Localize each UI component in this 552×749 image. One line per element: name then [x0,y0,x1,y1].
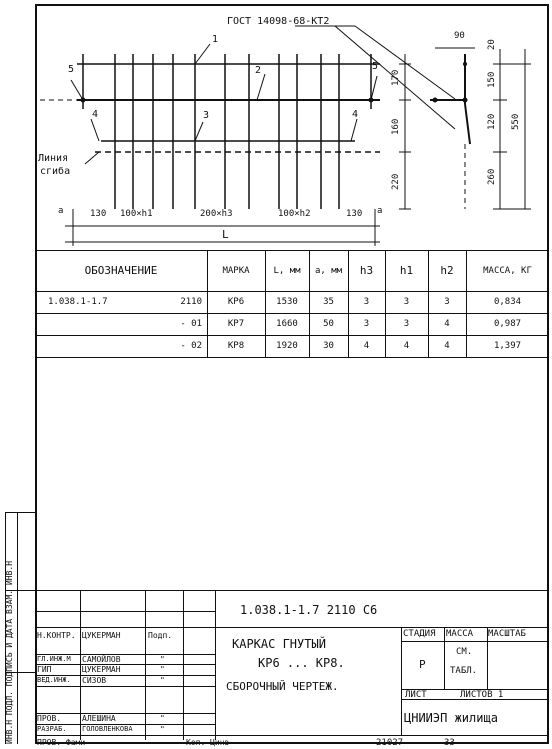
callout-5-left: 5 [68,64,75,75]
dim-130-right: 130 [346,209,363,219]
bend-line-label: Линия [38,153,69,164]
dim-total-L: L [222,228,229,241]
dim-130-left: 130 [90,209,107,219]
signer-1-name: САМОЙЛОВ [82,655,121,664]
footer-left: ПРОВ. Фами [37,738,86,747]
row-2-variant: - 02 [180,341,202,351]
row-2-mark: КР8 [227,341,245,351]
row-0-a: 35 [323,297,334,307]
title-line-1: КАРКАС ГНУТЫЙ [232,637,326,651]
signer-0-role: Н.КОНТР. [37,631,76,640]
stage-value: Р [419,658,426,671]
signer-5-role: РАЗРАБ. [37,725,67,733]
signer-1-sign: " [160,655,165,664]
header-L: L, мм [273,265,301,276]
header-mark: МАРКА [222,265,250,276]
bend-line-label-2: сгиба [40,166,71,177]
row-1-h3: 3 [363,319,370,329]
row-0-h2: 3 [444,297,450,307]
dim-h1: 100×h1 [120,209,153,219]
mass-value-1: СМ. [456,647,473,657]
header-mass: МАССА, КГ [483,265,532,276]
scale-header: МАСШТАБ [488,629,526,639]
row-0-h1: 3 [403,297,410,307]
callout-2: 2 [255,65,262,76]
mass-header: МАССА [446,629,474,639]
sheets-label: ЛИСТОВ 1 [460,690,504,700]
dim-90: 90 [454,31,465,41]
dim-120: 120 [487,113,497,130]
header-h2: h2 [440,264,454,277]
dim-a-right: a [377,206,383,216]
callout-5-right: 5 [372,61,379,72]
dim-260: 260 [487,168,497,185]
signer-3-name: СИЗОВ [82,676,107,685]
row-2-h1: 4 [403,341,410,351]
dim-150: 150 [487,71,497,88]
dim-a-left: a [58,206,64,216]
header-h3: h3 [359,264,374,277]
row-2-h2: 4 [444,341,450,351]
sheet-label: ЛИСТ [405,690,427,700]
signer-2-sign: " [160,665,165,674]
dim-170: 170 [391,69,401,86]
dim-220: 220 [391,173,401,190]
signer-3-sign: " [160,676,165,685]
footer-number: 21027 [376,738,404,748]
callout-3: 3 [203,110,210,121]
dim-20: 20 [487,39,497,50]
signer-2-name: ЦУКЕРМАН [82,665,121,674]
header-h1: h1 [399,264,414,277]
footer-mid: Коп. Цинв [186,738,230,747]
row-1-a: 50 [323,319,334,329]
row-1-mark: КР7 [227,319,245,329]
row-0-h3: 3 [363,297,370,307]
gost-label: ГОСТ 14098-68-КТ2 [227,16,330,27]
row-0-L: 1530 [276,297,298,307]
row-2-mass: 1,397 [493,341,522,351]
dim-h3: 200×h3 [200,209,233,219]
signer-4-role: ПРОВ. [37,714,62,723]
dim-550: 550 [511,113,521,130]
signer-5-sign: " [160,725,165,734]
dim-160: 160 [391,118,401,135]
signer-0-name: ЦУКЕРМАН [82,631,121,640]
row-2-a: 30 [323,341,334,351]
signer-0-sign: Подп. [148,631,173,640]
signer-2-role: ГИП [37,665,52,674]
dim-h2: 100×h2 [278,209,311,219]
title-line-2: КР6 ... КР8. [258,656,345,670]
callout-1: 1 [212,34,219,45]
side-stamp-label: ИНВ.Н ПОДЛ. ПОДПИСЬ И ДАТА ВЗАМ. ИНВ.Н [5,560,14,744]
doc-number: 1.038.1-1.7 2110 С6 [240,603,378,617]
header-a: a, мм [314,265,343,276]
row-1-h2: 4 [444,319,450,329]
header-designation: ОБОЗНАЧЕНИЕ [84,264,158,277]
stage-header: СТАДИЯ [403,629,436,639]
signer-5-name: ГОЛОВЛЕНКОВА [82,725,133,733]
row-0-mark: КР6 [227,297,245,307]
row-2-h3: 4 [363,341,370,351]
row-2-L: 1920 [276,341,298,351]
callout-4-left: 4 [92,109,99,120]
signer-3-role: ВЕД.ИНЖ. [37,676,71,684]
organization: ЦНИИЭП жилища [404,711,498,725]
row-1-L: 1660 [276,319,298,329]
signer-4-name: АЛЕШИНА [82,714,116,723]
signer-4-sign: " [160,714,165,723]
row-0-variant: 2110 [180,297,202,307]
row-1-mass: 0,987 [493,319,522,329]
row-1-h1: 3 [403,319,410,329]
mass-value-2: ТАБЛ. [450,666,478,676]
row-1-variant: - 01 [180,319,202,329]
callout-4-right: 4 [352,109,359,120]
row-0-mass: 0,834 [493,297,522,307]
signer-1-role: ГЛ.ИНЖ.М [37,655,71,663]
title-line-3: СБОРОЧНЫЙ ЧЕРТЕЖ. [226,680,339,693]
row-0-designation: 1.038.1-1.7 [48,297,108,307]
footer-page: 33 [444,738,455,748]
